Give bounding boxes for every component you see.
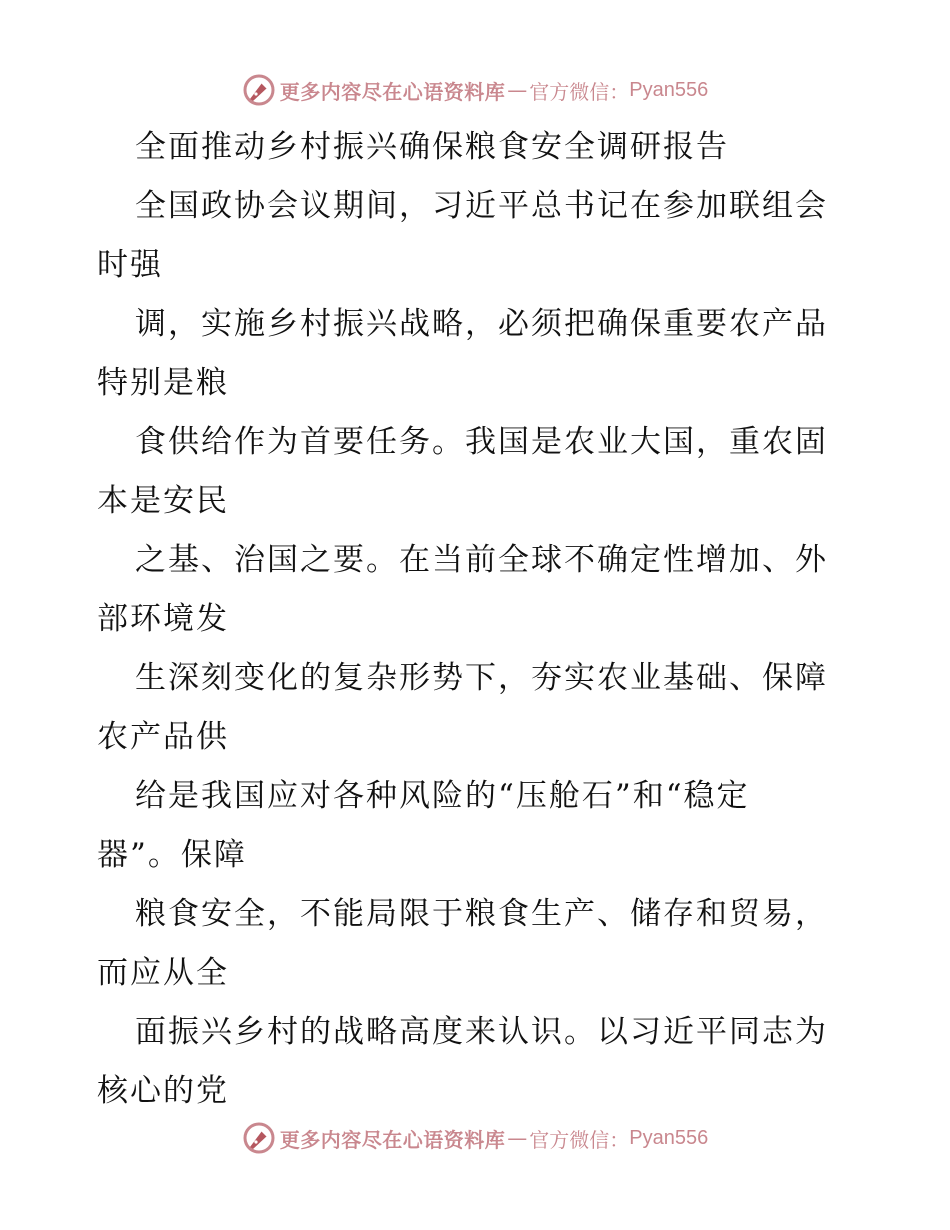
banner-wechat-id: Pyan556	[629, 78, 709, 101]
banner-wechat-id: Pyan556	[629, 1126, 709, 1149]
text-line: 之基、治国之要。在当前全球不确定性增加、外	[135, 542, 828, 578]
text-line: 全国政协会议期间，习近平总书记在参加联组会	[135, 188, 828, 224]
text-line: 器”。保障	[97, 837, 247, 873]
fountain-pen-logo-icon	[242, 1121, 276, 1155]
banner-brand-text: 更多内容尽在心语资料库	[279, 79, 506, 104]
banner-dash: —	[507, 78, 528, 102]
text-line: 而应从全	[97, 955, 229, 991]
text-line: 面振兴乡村的战略高度来认识。以习近平同志为	[135, 1014, 828, 1050]
document-body	[97, 118, 857, 1121]
banner-wechat-label: 官方微信：	[529, 79, 630, 104]
text-line: 部环境发	[97, 601, 229, 637]
text-line: 调，实施乡村振兴战略，必须把确保重要农产品	[135, 306, 828, 342]
text-line: 生深刻变化的复杂形势下，夯实农业基础、保障	[135, 660, 828, 696]
text-line: 特别是粮	[97, 365, 229, 401]
text-line: 粮食安全，不能局限于粮食生产、储存和贸易，	[135, 896, 828, 932]
text-line: 食供给作为首要任务。我国是农业大国，重农固	[135, 424, 828, 460]
text-line: 核心的党	[97, 1073, 229, 1109]
text-line: 农产品供	[97, 719, 229, 755]
banner-dash: —	[507, 1126, 528, 1150]
text-line: 给是我国应对各种风险的“压舱石”和“稳定	[135, 778, 750, 814]
text-line: 时强	[97, 247, 163, 283]
footer-banner	[0, 1118, 950, 1158]
banner-wechat-label: 官方微信：	[529, 1127, 630, 1152]
fountain-pen-logo-icon	[242, 73, 276, 107]
banner-brand-text: 更多内容尽在心语资料库	[279, 1127, 506, 1152]
document-title: 全面推动乡村振兴确保粮食安全调研报告	[135, 129, 729, 165]
header-banner	[0, 70, 950, 110]
text-line: 本是安民	[97, 483, 229, 519]
